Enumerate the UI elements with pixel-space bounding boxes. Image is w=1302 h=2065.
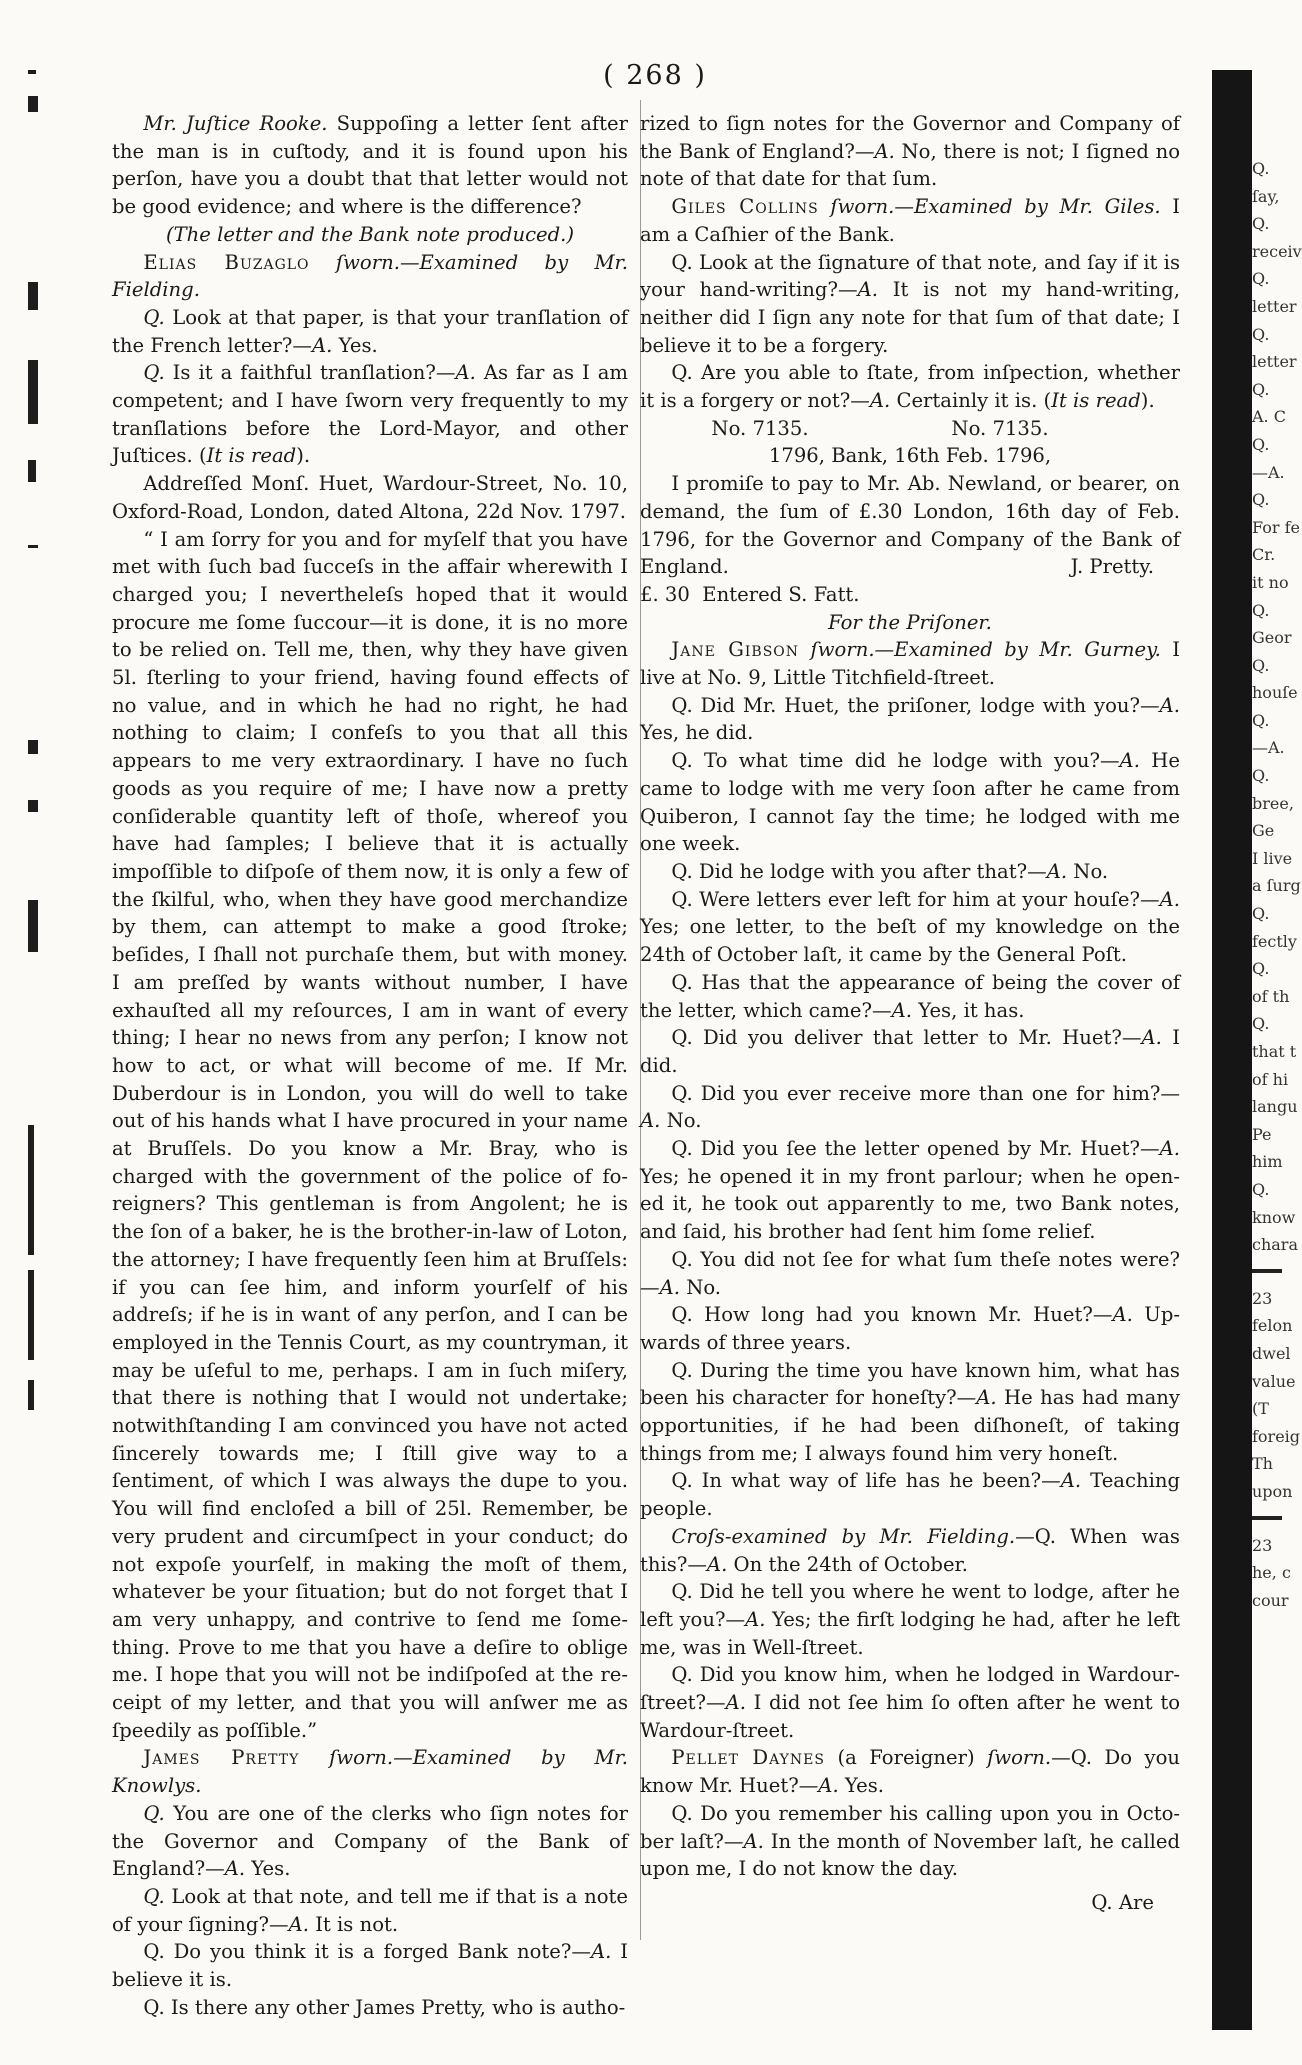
right-paragraph: For the Priſoner. bbox=[828, 610, 992, 634]
bleed-line: cour bbox=[1252, 1590, 1289, 1610]
left-paragraph: Mr. Juſtice Rooke. Suppoſing a letter ſent after the man is in cuſtody, and it is found upon his perſon, have you a doubt that that letter would not be good evidence; and where is the difference? bbox=[112, 112, 628, 219]
right-paragraph: Pellet Daynes (a Foreigner) ſworn.—Q. Do you know Mr. Huet?—A. Yes. bbox=[640, 1746, 1181, 1798]
right-paragraph: Q. You did not ſee for what ſum theſe notes were?—A. No. bbox=[640, 1247, 1180, 1299]
bleed-line: a ſurg bbox=[1252, 876, 1301, 896]
bleed-line: Q. bbox=[1252, 324, 1270, 344]
left-paragraph: “ I am ſorry for you and for myſelf that you have met with ſuch bad ſucceſs in the affair wherewith I charged you; I nevertheleſs hoped that it would procure me ſome ſuccour—it is done, it is no more to be relied on. Tell me, then, why they have given 5l. ſterling to your friend, having found effects of no value, and in which he had no right, he had nothing to claim; I confeſs to you that all this appears to me very extraordinary. I have no ſuch goods as you require of me; I have now a pretty conſiderable quantity left of thoſe, whereof you have had ſamples; I believe that it is actually impoſſible to diſpoſe of them now, it is only a few of the ſkilful, who, when they have good merchandize by them, can attempt to make a good ſtroke; beſides, I ſhall not purchaſe them, but with money. I am preſſed by wants without number, I have exhauſted all my reſources, I am in want of every thing; I hear no news from any perſon; I know not how to act, or what will become of me. If Mr. Duberdour is in London, you will do well to take out of his hands what I have procured in your name at Bruſſels. Do you know a Mr. Bray, who is charged with the government of the police of foreigners? This gentleman is from Angolent; he is the ſon of a baker, he is the brother-in-law of Loton, the attorney; I have frequently ſeen him at Bruſſels: if you can ſee him, and inform yourſelf of his addreſs; if he is in want of any perſon, and I can be employed in the Tennis Court, as my countryman, it may be uſeful to me, perhaps. I am in ſuch miſery, that there is nothing that I would not undertake; notwithſtanding I am convinced you have not acted ſincerely towards me; I ſtill give way to a ſentiment, of which I was always the dupe to you. You will find encloſed a bill of 25l. Remember, be very prudent and circumſpect in your conduct; do not expoſe yourſelf, in making the moſt of them, whatever be your ſituation; but do not forget that I am very unhappy, and contrive to ſend me ſomething. Prove to me that you have a deſire to oblige me. I hope that you will not be indiſpoſed at the receipt of my letter, and that you will anſwer me as ſpeedily as poſſible.” bbox=[112, 527, 628, 1742]
left-paragraph: Q. Look at that note, and tell me if that is a note of your ſigning?—A. It is not. bbox=[112, 1885, 628, 1936]
bleed-line: felon bbox=[1252, 1316, 1293, 1336]
right-paragraph: Q. Did he lodge with you after that?—A. No. bbox=[671, 859, 1109, 883]
bleed-line: Cr. bbox=[1252, 545, 1276, 565]
bleed-line: receiv bbox=[1252, 241, 1302, 261]
left-paragraph: (The letter and the Bank note produced.) bbox=[165, 222, 575, 246]
bleed-line: letter bbox=[1252, 296, 1297, 316]
left-column bbox=[112, 110, 628, 2022]
bleed-line bbox=[1252, 1516, 1282, 1520]
scan-mark bbox=[28, 460, 36, 482]
bleed-line: dwel bbox=[1252, 1343, 1291, 1363]
bleed-line: Q. bbox=[1252, 766, 1270, 786]
bleed-line: Q. bbox=[1252, 434, 1270, 454]
scan-mark bbox=[28, 800, 38, 812]
right-paragraph: I promiſe to pay to Mr. Ab. Newland, or bearer, on demand, the ſum of £.30 London, 16th day of Feb. 1796, for the Governor and Company of the Bank of England. J. Pretty. bbox=[640, 472, 1180, 579]
left-paragraph: Q. Is there any other James Pretty, who is autho- bbox=[143, 1995, 626, 2019]
bleed-line: (T bbox=[1252, 1399, 1269, 1419]
bleed-line: Q. bbox=[1252, 1014, 1270, 1034]
bleed-line: Q. bbox=[1252, 214, 1270, 234]
bleed-line: —A. bbox=[1252, 462, 1285, 482]
bleed-line: chara bbox=[1252, 1235, 1298, 1255]
bleed-line: Q. bbox=[1252, 269, 1270, 289]
bleed-line: —A. bbox=[1252, 738, 1285, 758]
bleed-line: upon bbox=[1252, 1481, 1293, 1501]
right-paragraph: Q. Did you ever receive more than one for him?—A. No. bbox=[640, 1081, 1180, 1133]
scan-mark bbox=[28, 282, 38, 310]
scan-mark bbox=[28, 1270, 34, 1360]
bleed-line: Pe bbox=[1252, 1124, 1272, 1144]
left-paragraph: Elias Buzaglo ſworn.—Examined by Mr. Fielding. bbox=[112, 250, 628, 302]
scan-mark bbox=[28, 70, 36, 74]
bleed-line: of th bbox=[1252, 986, 1290, 1006]
right-paragraph: Giles Collins ſworn.—Examined by Mr. Giles. I am a Caſhier of the Bank. bbox=[640, 195, 1180, 246]
bleed-line: For fe bbox=[1252, 517, 1300, 537]
bleed-line: Geor bbox=[1252, 628, 1292, 648]
scan-mark bbox=[28, 1125, 34, 1255]
bleed-line bbox=[1252, 1269, 1282, 1273]
left-paragraph: Q. Is it a faithful tranſlation?—A. As far as I am competent; and I have ſworn very frequently to my tranſlations before the Lord-Mayor, and other Juſtices. (It is read). bbox=[112, 361, 628, 468]
right-paragraph: 1796, Bank, 16th Feb. 1796, bbox=[768, 444, 1052, 468]
right-paragraph: £. 30 Entered S. Fatt. bbox=[640, 582, 860, 606]
right-paragraph: Q. Did you deliver that letter to Mr. Huet?—A. I did. bbox=[640, 1026, 1180, 1077]
bleed-line: Q. bbox=[1252, 379, 1270, 399]
right-paragraph: No. 7135. No. 7135. bbox=[711, 416, 1049, 440]
scan-mark bbox=[28, 900, 38, 952]
bleed-line: I live bbox=[1252, 848, 1293, 868]
bleed-line: Q. bbox=[1252, 1179, 1270, 1199]
right-column bbox=[640, 110, 1180, 1917]
bleed-line: bree, bbox=[1252, 793, 1294, 813]
bleed-line: houſe bbox=[1252, 683, 1298, 703]
right-paragraph: Q. Do you remember his calling upon you in October laſt?—A. In the month of November laſt, he called upon me, I do not know the day. bbox=[640, 1801, 1180, 1881]
right-paragraph: rized to ſign notes for the Governor and Company of the Bank of England?—A. No, there is not; I ſigned no note of that date for that ſum. bbox=[640, 112, 1180, 191]
left-paragraph: Q. You are one of the clerks who ſign notes for the Governor and Company of the Bank of England?—A. Yes. bbox=[112, 1801, 628, 1881]
right-paragraph: Q. During the time you have known him, what has been his character for honeſty?—A. He has had many opportunities, if he had been diſhoneſt, of taking things from me; I always found him very honeſt. bbox=[640, 1358, 1180, 1465]
bleed-line: know bbox=[1252, 1207, 1296, 1227]
bleed-line: Q. bbox=[1252, 159, 1270, 178]
right-paragraph: Q. How long had you known Mr. Huet?—A. Upwards of three years. bbox=[640, 1303, 1180, 1354]
bleed-line: it no bbox=[1252, 572, 1289, 592]
right-paragraph: Q. Did Mr. Huet, the priſoner, lodge with you?—A. Yes, he did. bbox=[640, 693, 1180, 745]
bleed-line: letter bbox=[1252, 352, 1297, 372]
bleed-line: Q. bbox=[1252, 600, 1270, 620]
right-paragraph: Q. Has that the appearance of being the cover of the letter, which came?—A. Yes, it has. bbox=[640, 970, 1180, 1022]
scan-mark bbox=[28, 545, 38, 548]
right-paragraph: Q. In what way of life has he been?—A. Teaching people. bbox=[640, 1469, 1180, 1521]
right-paragraph: Q. Did you ſee the letter opened by Mr. Huet?—A. Yes; he opened it in my front parlour; when he opened it, he took out apparently to me, two Bank notes, and ſaid, his brother had ſent him ſome relief. bbox=[640, 1137, 1180, 1244]
bleed-line: Q. bbox=[1252, 655, 1270, 675]
bleed-line: 23 bbox=[1252, 1288, 1273, 1308]
page-number: ( 268 ) bbox=[603, 60, 707, 91]
left-paragraph: Q. Do you think it is a forged Bank note?—A. I believe it is. bbox=[112, 1940, 628, 1992]
scan-mark bbox=[28, 1380, 34, 1410]
bleed-line: him bbox=[1252, 1152, 1283, 1172]
bleed-line: Ge bbox=[1252, 821, 1275, 841]
scan-mark bbox=[28, 740, 38, 754]
left-paragraph: Q. Look at that paper, is that your tranſlation of the French letter?—A. Yes. bbox=[112, 305, 628, 357]
bleed-line: ſay, bbox=[1252, 186, 1280, 206]
right-paragraph: Q. Look at the ſignature of that note, and ſay if it is your hand-writing?—A. It is not my hand-writing, neither did I ſign any note for that ſum of that date; I believe it to be a forgery. bbox=[640, 250, 1180, 357]
page-edge-shadow bbox=[1212, 70, 1252, 2030]
right-paragraph: Q. To what time did he lodge with you?—A. He came to lodge with me very ſoon after he came from Quiberon, I cannot ſay the time; he lodged with me one week. bbox=[640, 749, 1180, 856]
right-paragraph: Jane Gibson ſworn.—Examined by Mr. Gurney. I live at No. 9, Little Titchfield-ſtreet. bbox=[640, 638, 1181, 690]
right-paragraph: Q. Are you able to ſtate, from inſpection, whether it is a forgery or not?—A. Certainly it is. (It is read). bbox=[640, 361, 1180, 413]
right-paragraph: Q. Did he tell you where he went to lodge, after he left you?—A. Yes; the firſt lodging he had, after he left me, was in Well-ſtreet. bbox=[640, 1580, 1180, 1659]
bleed-line: fectly bbox=[1252, 931, 1297, 951]
bleed-line: Th bbox=[1252, 1454, 1273, 1474]
bleed-line: Q. bbox=[1252, 710, 1270, 730]
left-paragraph: James Pretty ſworn.—Examined by Mr. Knowlys. bbox=[112, 1746, 629, 1798]
bleed-line: Q. bbox=[1252, 904, 1270, 924]
right-paragraph: Croſs-examined by Mr. Fielding.—Q. When was this?—A. On the 24th of October. bbox=[640, 1524, 1180, 1576]
bleed-line: langu bbox=[1252, 1097, 1298, 1117]
right-paragraph: Q. Did you know him, when he lodged in Wardour-ſtreet?—A. I did not ſee him ſo often after he went to Wardour-ſtreet. bbox=[640, 1663, 1180, 1742]
bleed-line: 23 bbox=[1252, 1535, 1273, 1555]
scan-mark bbox=[28, 360, 38, 424]
bleed-line: Q. bbox=[1252, 490, 1270, 510]
bleed-line: of hi bbox=[1252, 1069, 1289, 1089]
facing-page-bleed bbox=[1252, 155, 1302, 1614]
bleed-line: that t bbox=[1252, 1042, 1297, 1061]
scan-mark bbox=[28, 96, 38, 112]
bleed-line: Q. bbox=[1252, 959, 1270, 979]
bleed-line: foreig bbox=[1252, 1426, 1301, 1446]
bleed-line: value bbox=[1252, 1371, 1296, 1391]
bleed-line: A. C bbox=[1252, 407, 1286, 427]
right-paragraph: Q. Are bbox=[1091, 1891, 1154, 1914]
right-paragraph: Q. Were letters ever left for him at your houſe?—A. Yes; one letter, to the beſt of my knowledge on the 24th of October laſt, it came by the General Poſt. bbox=[640, 887, 1180, 967]
bleed-line: he, c bbox=[1252, 1563, 1291, 1583]
left-paragraph: Addreſſed Monſ. Huet, Wardour-Street, No. 10, Oxford-Road, London, dated Altona, 22d Nov. 1797. bbox=[112, 472, 628, 523]
